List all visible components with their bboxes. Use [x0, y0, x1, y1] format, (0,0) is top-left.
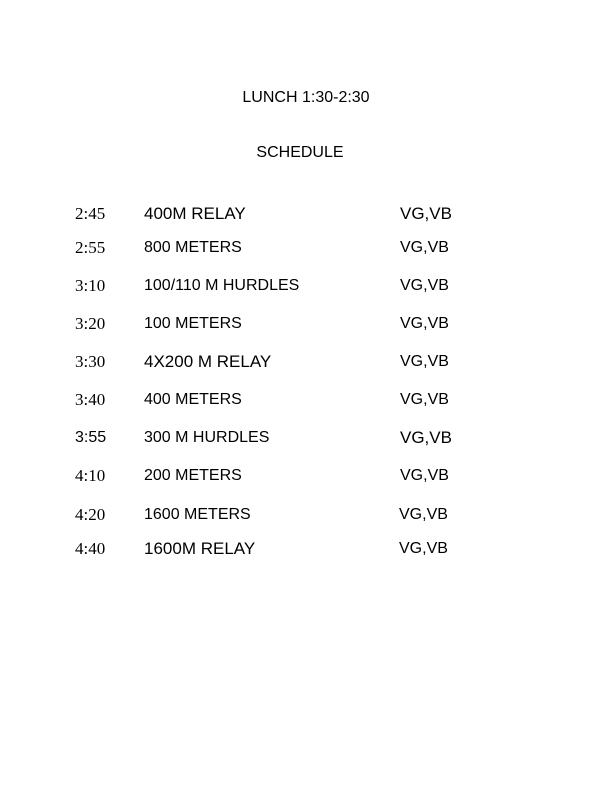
row-event: 400 METERS [144, 391, 242, 408]
row-event: 800 METERS [144, 239, 242, 256]
row-teams: VG,VB [400, 204, 452, 223]
row-teams: VG,VB [400, 428, 452, 447]
row-event: 400M RELAY [144, 204, 246, 223]
row-teams: VG,VB [399, 506, 448, 523]
schedule-row [0, 538, 612, 560]
row-teams: VG,VB [399, 540, 448, 557]
row-time: 3:10 [75, 276, 106, 295]
row-time: 4:40 [75, 539, 106, 558]
row-teams: VG,VB [400, 277, 449, 294]
row-teams: VG,VB [400, 467, 449, 484]
row-time: 4:10 [75, 466, 106, 485]
row-event: 4X200 M RELAY [144, 352, 272, 371]
row-event: 100 METERS [144, 315, 242, 332]
schedule-row [0, 275, 612, 297]
row-event: 200 METERS [144, 467, 242, 484]
row-time: 4:20 [75, 505, 106, 524]
row-time: 3:40 [75, 390, 106, 409]
row-event: 1600 METERS [144, 506, 251, 523]
schedule-row [0, 504, 612, 526]
schedule-row [0, 351, 612, 373]
row-teams: VG,VB [400, 315, 449, 332]
row-event: 300 M HURDLES [144, 429, 270, 446]
row-time: 3:55 [75, 429, 107, 446]
row-teams: VG,VB [400, 239, 449, 256]
schedule-row [0, 389, 612, 411]
schedule-row [0, 313, 612, 335]
row-event: 100/110 M HURDLES [144, 277, 300, 294]
row-event: 1600M RELAY [144, 539, 256, 558]
row-teams: VG,VB [400, 353, 449, 370]
lunch-heading: LUNCH 1:30-2:30 [242, 89, 370, 106]
schedule-row [0, 465, 612, 487]
row-time: 2:55 [75, 238, 106, 257]
row-time: 2:45 [75, 204, 106, 223]
schedule-title: SCHEDULE [256, 144, 344, 161]
schedule-row [0, 427, 612, 449]
row-teams: VG,VB [400, 391, 449, 408]
row-time: 3:20 [75, 314, 106, 333]
row-time: 3:30 [75, 352, 106, 371]
schedule-row [0, 203, 612, 225]
schedule-row [0, 237, 612, 259]
